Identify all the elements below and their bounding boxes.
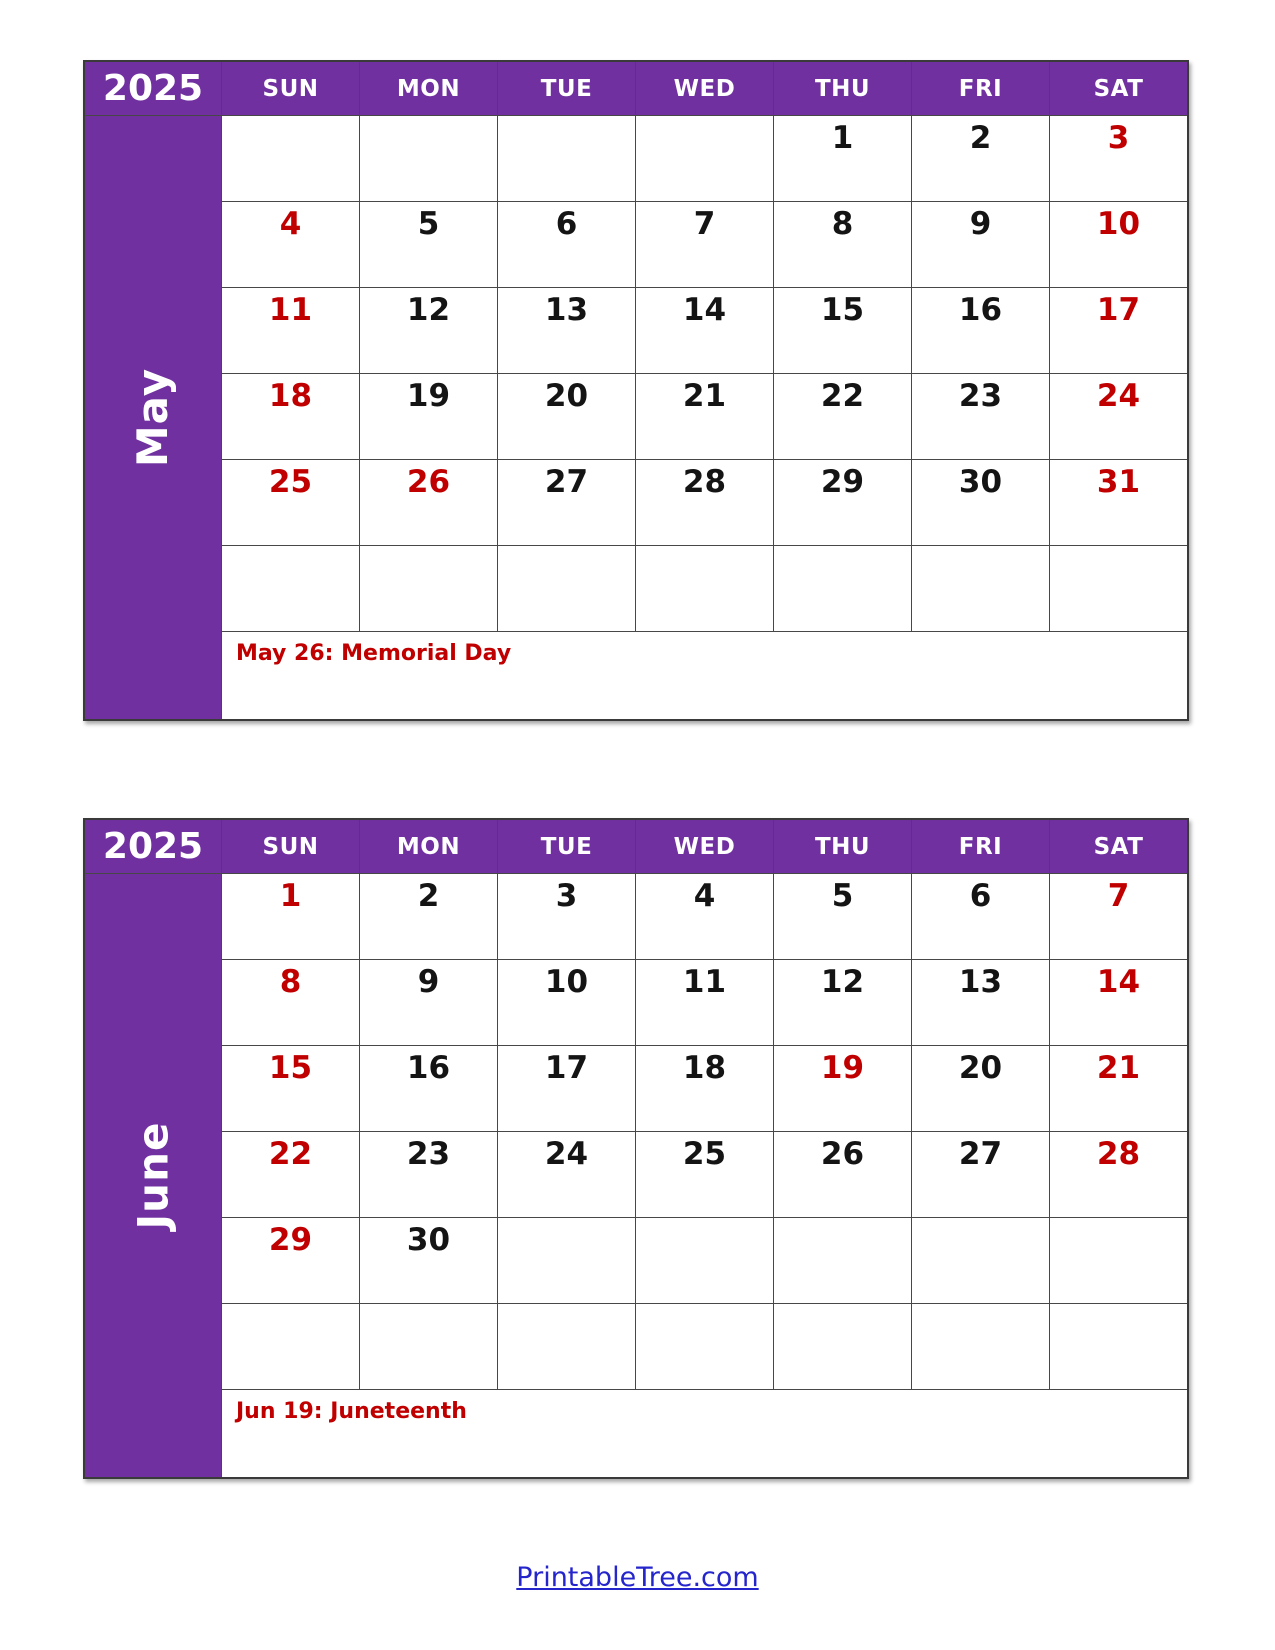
- date-cell-june-21: 21: [1050, 1046, 1187, 1131]
- date-cell-empty: [912, 546, 1049, 631]
- date-cell-empty: [1050, 1304, 1187, 1389]
- date-cell-may-18: 18: [222, 374, 359, 459]
- day-header-wed: WED: [636, 820, 773, 873]
- date-cell-may-19: 19: [360, 374, 497, 459]
- day-header-tue: TUE: [498, 62, 635, 115]
- date-cell-may-5: 5: [360, 202, 497, 287]
- calendar-grid-june: [83, 818, 1189, 1479]
- date-cell-june-9: 9: [360, 960, 497, 1045]
- day-header-mon: MON: [360, 820, 497, 873]
- date-cell-june-30: 30: [360, 1218, 497, 1303]
- date-cell-june-27: 27: [912, 1132, 1049, 1217]
- date-cell-empty: [636, 1304, 773, 1389]
- date-cell-may-22: 22: [774, 374, 911, 459]
- date-cell-may-14: 14: [636, 288, 773, 373]
- date-cell-empty: [912, 1304, 1049, 1389]
- date-cell-may-20: 20: [498, 374, 635, 459]
- date-cell-may-3: 3: [1050, 116, 1187, 201]
- date-cell-june-13: 13: [912, 960, 1049, 1045]
- date-cell-may-21: 21: [636, 374, 773, 459]
- date-cell-june-15: 15: [222, 1046, 359, 1131]
- footer-link[interactable]: PrintableTree.com: [516, 1562, 759, 1593]
- month-sidebar: [85, 116, 221, 719]
- date-cell-june-24: 24: [498, 1132, 635, 1217]
- date-cell-june-16: 16: [360, 1046, 497, 1131]
- date-cell-june-7: 7: [1050, 874, 1187, 959]
- date-cell-empty: [636, 1218, 773, 1303]
- date-cell-may-15: 15: [774, 288, 911, 373]
- month-label: June: [128, 1121, 178, 1230]
- date-cell-june-17: 17: [498, 1046, 635, 1131]
- date-cell-empty: [222, 1304, 359, 1389]
- holiday-note: May 26: Memorial Day: [222, 632, 1187, 719]
- date-cell-june-14: 14: [1050, 960, 1187, 1045]
- day-header-thu: THU: [774, 62, 911, 115]
- date-cell-june-26: 26: [774, 1132, 911, 1217]
- date-cell-may-1: 1: [774, 116, 911, 201]
- day-header-mon: MON: [360, 62, 497, 115]
- year-label: 2025: [85, 62, 221, 115]
- date-cell-may-25: 25: [222, 460, 359, 545]
- date-cell-empty: [636, 546, 773, 631]
- date-cell-empty: [360, 1304, 497, 1389]
- date-cell-june-3: 3: [498, 874, 635, 959]
- calendar-may: [83, 60, 1189, 721]
- calendar-grid-may: [83, 60, 1189, 721]
- date-cell-june-10: 10: [498, 960, 635, 1045]
- date-cell-empty: [498, 546, 635, 631]
- date-cell-june-25: 25: [636, 1132, 773, 1217]
- date-cell-may-27: 27: [498, 460, 635, 545]
- date-cell-june-18: 18: [636, 1046, 773, 1131]
- date-cell-may-10: 10: [1050, 202, 1187, 287]
- date-cell-empty: [498, 116, 635, 201]
- date-cell-may-24: 24: [1050, 374, 1187, 459]
- date-cell-may-30: 30: [912, 460, 1049, 545]
- date-cell-empty: [360, 116, 497, 201]
- date-cell-empty: [498, 1218, 635, 1303]
- date-cell-empty: [636, 116, 773, 201]
- date-cell-empty: [774, 1304, 911, 1389]
- date-cell-may-23: 23: [912, 374, 1049, 459]
- holiday-note: Jun 19: Juneteenth: [222, 1390, 1187, 1477]
- date-cell-empty: [912, 1218, 1049, 1303]
- page-footer: [0, 1562, 1275, 1593]
- date-cell-june-23: 23: [360, 1132, 497, 1217]
- date-cell-may-2: 2: [912, 116, 1049, 201]
- date-cell-may-7: 7: [636, 202, 773, 287]
- day-header-fri: FRI: [912, 62, 1049, 115]
- date-cell-june-12: 12: [774, 960, 911, 1045]
- calendar-june: [83, 818, 1189, 1479]
- date-cell-june-19: 19: [774, 1046, 911, 1131]
- day-header-sun: SUN: [222, 820, 359, 873]
- date-cell-empty: [360, 546, 497, 631]
- date-cell-may-11: 11: [222, 288, 359, 373]
- date-cell-june-8: 8: [222, 960, 359, 1045]
- date-cell-june-29: 29: [222, 1218, 359, 1303]
- day-header-fri: FRI: [912, 820, 1049, 873]
- date-cell-june-22: 22: [222, 1132, 359, 1217]
- year-label: 2025: [85, 820, 221, 873]
- date-cell-may-26: 26: [360, 460, 497, 545]
- month-label: May: [128, 367, 178, 468]
- date-cell-may-16: 16: [912, 288, 1049, 373]
- date-cell-june-11: 11: [636, 960, 773, 1045]
- date-cell-empty: [498, 1304, 635, 1389]
- date-cell-may-13: 13: [498, 288, 635, 373]
- date-cell-empty: [1050, 1218, 1187, 1303]
- date-cell-empty: [774, 546, 911, 631]
- date-cell-empty: [222, 116, 359, 201]
- day-header-sat: SAT: [1050, 820, 1187, 873]
- day-header-sat: SAT: [1050, 62, 1187, 115]
- date-cell-empty: [1050, 546, 1187, 631]
- date-cell-june-20: 20: [912, 1046, 1049, 1131]
- date-cell-may-12: 12: [360, 288, 497, 373]
- date-cell-empty: [774, 1218, 911, 1303]
- date-cell-may-28: 28: [636, 460, 773, 545]
- date-cell-june-28: 28: [1050, 1132, 1187, 1217]
- date-cell-may-29: 29: [774, 460, 911, 545]
- day-header-tue: TUE: [498, 820, 635, 873]
- date-cell-may-17: 17: [1050, 288, 1187, 373]
- date-cell-june-4: 4: [636, 874, 773, 959]
- date-cell-june-6: 6: [912, 874, 1049, 959]
- day-header-sun: SUN: [222, 62, 359, 115]
- date-cell-may-8: 8: [774, 202, 911, 287]
- date-cell-june-2: 2: [360, 874, 497, 959]
- day-header-wed: WED: [636, 62, 773, 115]
- date-cell-may-6: 6: [498, 202, 635, 287]
- day-header-thu: THU: [774, 820, 911, 873]
- month-sidebar: [85, 874, 221, 1477]
- date-cell-may-4: 4: [222, 202, 359, 287]
- date-cell-june-1: 1: [222, 874, 359, 959]
- date-cell-may-9: 9: [912, 202, 1049, 287]
- date-cell-june-5: 5: [774, 874, 911, 959]
- date-cell-empty: [222, 546, 359, 631]
- date-cell-may-31: 31: [1050, 460, 1187, 545]
